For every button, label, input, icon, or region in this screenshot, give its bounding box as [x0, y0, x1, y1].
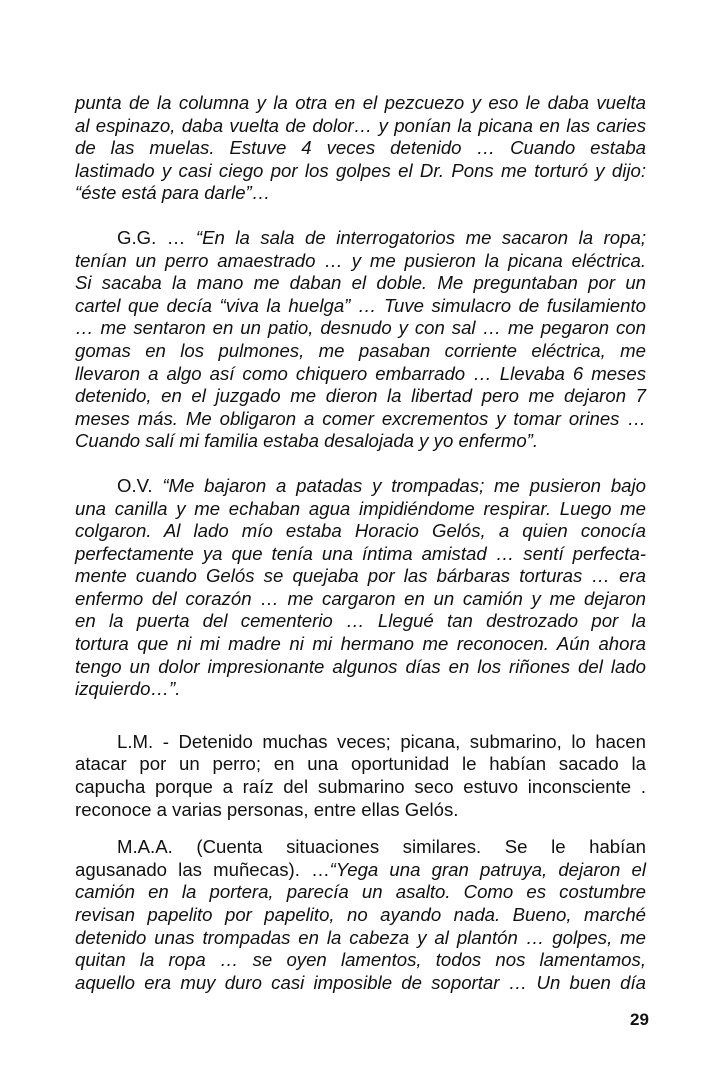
text-line: tenían un perro amaestrado … y me pusieron la picana eléctrica. — [75, 249, 646, 271]
text-line: detenido unas trompadas en la cabeza y al plantón … golpes, me — [75, 926, 646, 948]
text-line: punta de la columna y la otra en el pezcuezo y eso le daba vuelta — [75, 92, 646, 113]
text-line: izquierdo…”. — [75, 678, 181, 700]
text-line: camión en la portera, parecía un asalto. Como es costumbre — [75, 881, 646, 903]
text-line: … me sentaron en un patio, desnudo y con sal … me pegaron con — [75, 317, 646, 339]
text-line: perfectamente ya que tenía una íntima amistad … sentí perfecta- — [75, 542, 646, 564]
text-line: revisan papelito por papelito, no ayando nada. Bueno, marché — [75, 904, 646, 925]
speaker-label: L.M. - — [117, 730, 169, 752]
text-line: cartel que decía “viva la huelga” … Tuve simulacro de fusilamiento — [75, 294, 646, 316]
text-line: G.G. … “En la sala de interrogatorios me sacaron la ropa; — [117, 226, 646, 248]
text-line: una canilla y me echaban agua impidiéndome respirar. Luego me — [75, 497, 646, 519]
paragraph-lm — [75, 731, 646, 821]
text-line: en la puerta del cementerio … Llegué tan destrozado por la — [75, 610, 646, 632]
text-line: quitan la ropa … se oyen lamentos, todos nos lamentamos, — [75, 949, 646, 971]
text-line: al espinazo, daba vuelta de dolor… y ponían la picana en las caries — [75, 114, 646, 136]
speaker-label: O.V. — [117, 474, 153, 496]
text-line: “éste está para darle”… — [75, 182, 271, 204]
text-line: Cuando salí mi familia estaba desalojada y yo enfermo”. — [75, 430, 539, 452]
speaker-label: G.G. … — [117, 226, 186, 248]
speaker-label: M.A.A. — [117, 836, 173, 858]
text-line: tortura que ni mi madre ni mi hermano me reconocen. Aún ahora — [75, 633, 646, 655]
text-line: Si sacaba la mano me daban el doble. Me preguntaban por un — [75, 272, 646, 294]
text-line: llevaron a algo así como chiquero embarrado … Llevaba 6 meses — [75, 362, 646, 384]
text-line: meses más. Me obligaron a comer excrementos y tomar orines … — [75, 407, 646, 429]
text-line: M.A.A. (Cuenta situaciones similares. Se le habían — [117, 836, 646, 858]
text-line: agusanado las muñecas). …“Yega una gran patruya, dejaron el — [75, 858, 646, 880]
paragraph-continuation — [75, 92, 646, 205]
text-line: gomas en los pulmones, me pasaban corriente eléctrica, me — [75, 339, 646, 361]
text-line: detenido, en el juzgado me dieron la libertad pero me dejaron 7 — [75, 385, 646, 407]
paragraph-maa — [75, 836, 646, 994]
text-line: lastimado y casi ciego por los golpes el Dr. Pons me torturó y dijo: — [75, 159, 646, 181]
text-line: aquello era muy duro casi imposible de soportar … Un buen día — [75, 971, 646, 993]
text-line: mente cuando Gelós se quejaba por las bárbaras torturas … era — [75, 565, 646, 587]
text-line: enfermo del corazón … me cargaron en un camión y me dejaron — [75, 587, 646, 609]
paragraph-gg — [75, 227, 646, 453]
page-number: 29 — [630, 1010, 649, 1029]
paragraph-ov — [75, 475, 646, 701]
text-line: capucha porque a raíz del submarino seco estuvo inconsciente . — [75, 776, 646, 798]
text-line: reconoce a varias personas, entre ellas Gelós. — [75, 798, 459, 820]
text-line: tengo un dolor impresionante algunos días en los riñones del lado — [75, 655, 646, 677]
document-page — [75, 92, 646, 994]
text-line: L.M. - Detenido muchas veces; picana, submarino, lo hacen — [117, 730, 646, 752]
text-line: colgaron. Al lado mío estaba Horacio Gelós, a quien conocía — [75, 520, 646, 542]
text-line: O.V. “Me bajaron a patadas y trompadas; me pusieron bajo — [117, 474, 646, 496]
text-line: de las muelas. Estuve 4 veces detenido … Cuando estaba — [75, 137, 646, 159]
text-line: atacar por un perro; en una oportunidad le habían sacado la — [75, 753, 646, 775]
